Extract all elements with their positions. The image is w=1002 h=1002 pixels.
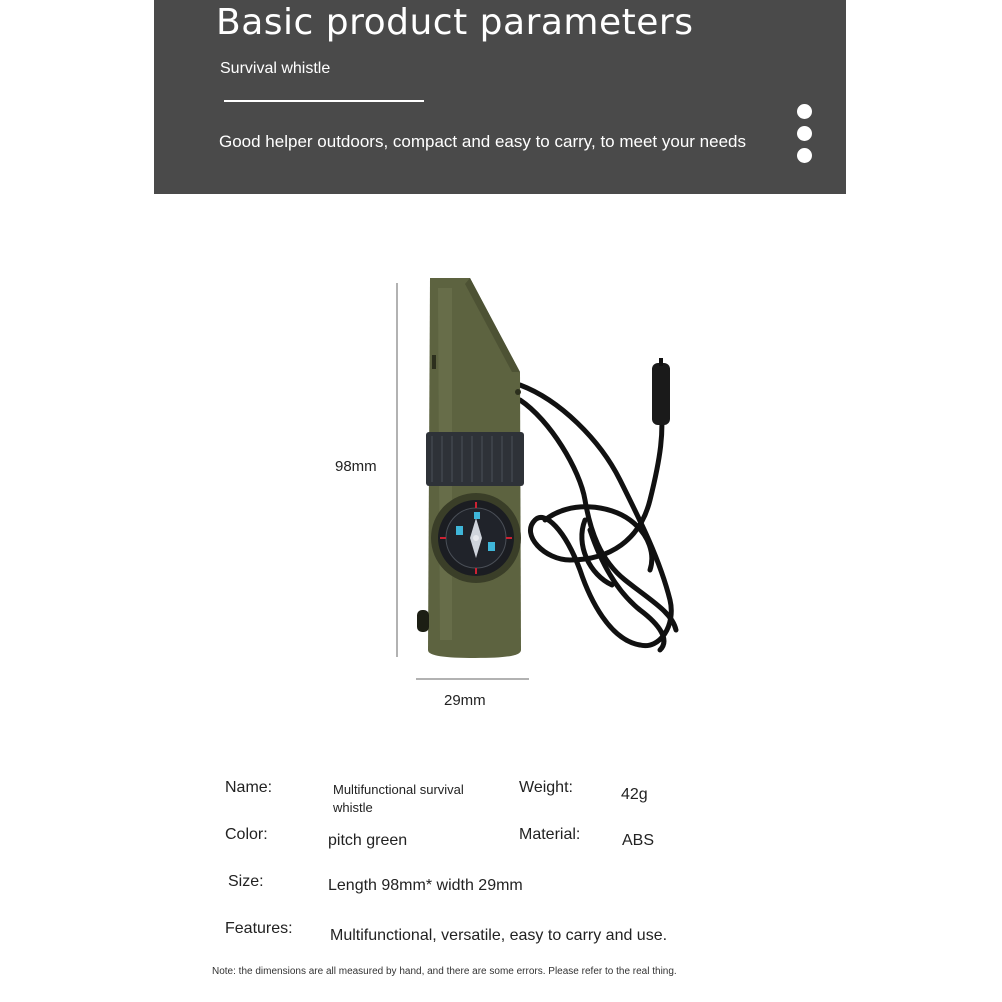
color-value: pitch green (328, 832, 408, 849)
size-label: Size: (228, 873, 264, 890)
weight-label: Weight: (519, 779, 573, 796)
width-dimension-label: 29mm (444, 692, 486, 709)
color-label: Color: (225, 826, 268, 843)
weight-value: 42g (621, 786, 648, 803)
size-value: Length 98mm* width 29mm (328, 877, 523, 894)
height-dimension-label: 98mm (335, 458, 377, 475)
name-value: Multifunctional survival whistle (333, 782, 464, 815)
cord-stopper (652, 363, 670, 425)
grip-band (426, 432, 524, 486)
banner-tagline: Good helper outdoors, compact and easy to carry, to meet your needs (219, 132, 746, 151)
page-title: Basic product parameters (216, 2, 694, 43)
name-label: Name: (225, 779, 273, 796)
material-label: Material: (519, 826, 581, 843)
side-button (417, 610, 429, 632)
measurement-note: Note: the dimensions are all measured by hand, and there are some errors. Please refer to the real thing. (212, 966, 677, 977)
features-label: Features: (225, 920, 293, 937)
features-value: Multifunctional, versatile, easy to carry and use. (330, 927, 668, 944)
lanyard-cord (520, 385, 676, 650)
compass-icon (431, 493, 521, 583)
material-value: ABS (622, 832, 655, 849)
banner-subtitle: Survival whistle (220, 60, 331, 77)
